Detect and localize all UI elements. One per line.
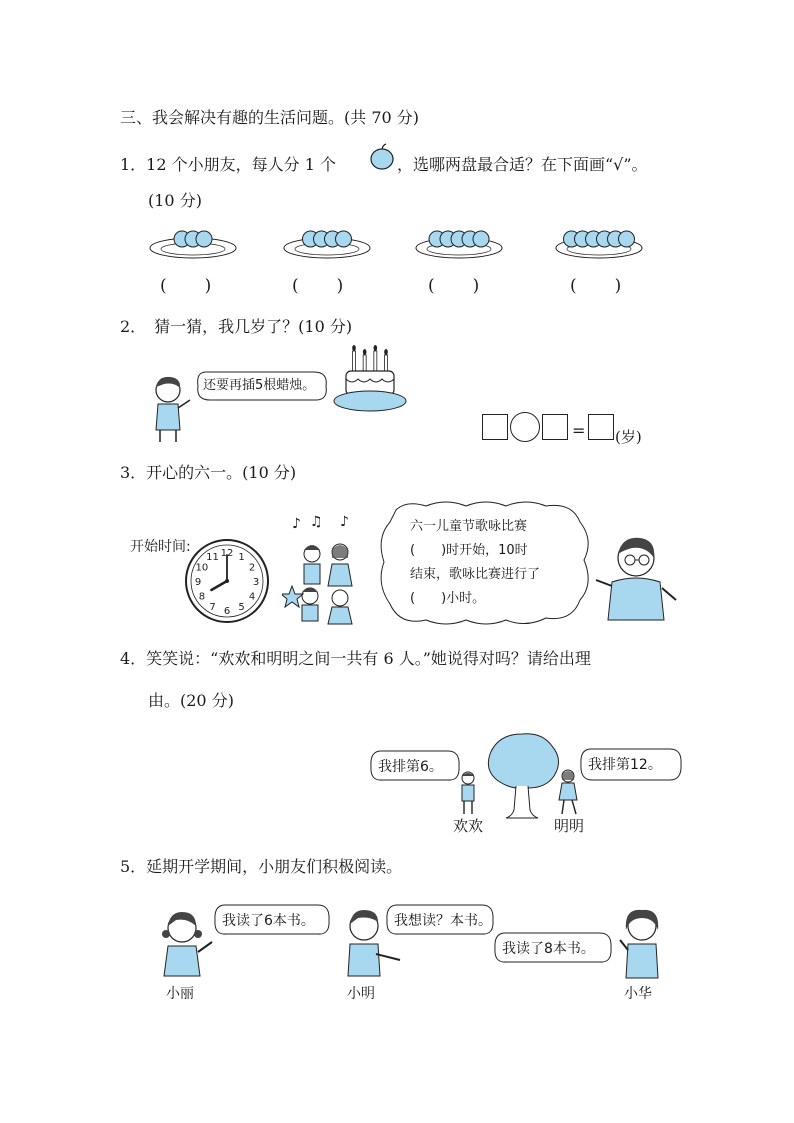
clock-number: 6	[223, 606, 231, 617]
candle	[363, 355, 366, 371]
apple-icon	[368, 143, 396, 171]
svg-text:♪: ♪	[292, 516, 301, 532]
name-xiaoming: 小明	[347, 986, 375, 1002]
plate-1	[148, 222, 238, 264]
q5-text: 5．延期开学期间，小朋友们积极阅读。	[120, 857, 403, 876]
clock	[184, 538, 270, 624]
clock-number: 3	[252, 577, 260, 588]
candle-flame	[374, 345, 378, 351]
svg-text:♫: ♫	[310, 514, 323, 530]
apple-icon	[619, 231, 635, 247]
answer-blank-3[interactable]: ( )	[428, 276, 480, 296]
answer-blank-2[interactable]: ( )	[292, 276, 344, 296]
q4-line-2: 由。(20 分)	[148, 691, 234, 710]
clock-number: 2	[248, 562, 256, 574]
teacher-illustration	[592, 532, 682, 622]
bubble-q5-2-text: 我想读？本书。	[394, 913, 492, 929]
children-dancing-illustration	[282, 512, 366, 628]
clock-number: 9	[194, 577, 202, 588]
equals-sign: =	[572, 421, 586, 440]
candle	[353, 351, 356, 371]
section-title: 三、我会解决有趣的生活问题。(共 70 分)	[120, 108, 420, 127]
answer-blank-4[interactable]: ( )	[570, 276, 622, 296]
apple-icon	[336, 231, 352, 247]
tree-illustration	[482, 730, 562, 820]
bubble-q3-line-2: ( )时开始，10时	[410, 543, 528, 558]
clock-number: 12	[220, 548, 234, 559]
unit-age: (岁)	[615, 428, 642, 446]
start-time-label: 开始时间:	[130, 539, 191, 555]
candle-flame	[363, 349, 367, 355]
clock-number: 11	[206, 551, 219, 563]
clock-number: 5	[238, 602, 245, 614]
q4-line-1: 4．笑笑说：“欢欢和明明之间一共有 6 人。”她说得对吗？请给出理	[120, 649, 591, 668]
svg-text:♪: ♪	[340, 514, 349, 530]
q2-text: 2． 猜一猜，我几岁了？(10 分)	[120, 317, 353, 336]
boy-illustration	[146, 372, 194, 444]
plate-3	[414, 222, 504, 264]
equation-answer-box[interactable]	[588, 414, 614, 440]
name-xiaohua: 小华	[624, 986, 652, 1002]
name-xiaoli: 小丽	[166, 986, 194, 1002]
plate-4	[554, 222, 644, 264]
plate-2	[282, 222, 372, 264]
girl-xiaoli	[154, 906, 216, 982]
candle-flame	[352, 345, 356, 351]
birthday-cake	[332, 345, 408, 413]
bubble-q2-text: 还要再插5根蜡烛。	[203, 378, 316, 393]
clock-number: 1	[238, 551, 245, 563]
bubble-q3-line-3: 结束，歌咏比赛进行了	[410, 567, 541, 582]
apple-icon	[196, 231, 212, 247]
candle-flame	[384, 349, 388, 355]
girl-xiaohua	[618, 904, 666, 984]
equation-operator-circle[interactable]	[510, 412, 540, 442]
q1-text-before: 1．12 个小朋友，每人分 1 个	[120, 155, 336, 174]
bubble-q3-line-1: 六一儿童节歌咏比赛	[410, 519, 528, 534]
answer-blank-1[interactable]: ( )	[160, 276, 212, 296]
apple-icon	[473, 231, 489, 247]
clock-number: 4	[248, 591, 256, 603]
bubble-q4-left-text: 我排第6。	[378, 759, 443, 775]
q1-text-after: ，选哪两盘最合适？在下面画“√”。	[397, 155, 648, 174]
q1-points: (10 分)	[148, 191, 202, 210]
clock-number: 7	[209, 602, 216, 614]
clock-number: 10	[195, 562, 209, 574]
child-huanhuan	[456, 770, 480, 816]
equation-box-1[interactable]	[482, 414, 508, 440]
bubble-q4-right-text: 我排第12。	[588, 757, 662, 773]
bubble-q3-line-4: ( )小时。	[410, 591, 486, 606]
name-mingming: 明明	[554, 817, 585, 835]
bubble-q5-3-text: 我读了8本书。	[502, 941, 595, 957]
clock-number: 8	[198, 591, 206, 603]
bubble-q5-1-text: 我读了6本书。	[222, 913, 315, 929]
candle	[374, 351, 377, 371]
equation-box-2[interactable]	[542, 414, 568, 440]
candle	[385, 355, 388, 371]
name-huanhuan: 欢欢	[453, 817, 484, 835]
q3-text: 3．开心的六一。(10 分)	[120, 463, 297, 482]
